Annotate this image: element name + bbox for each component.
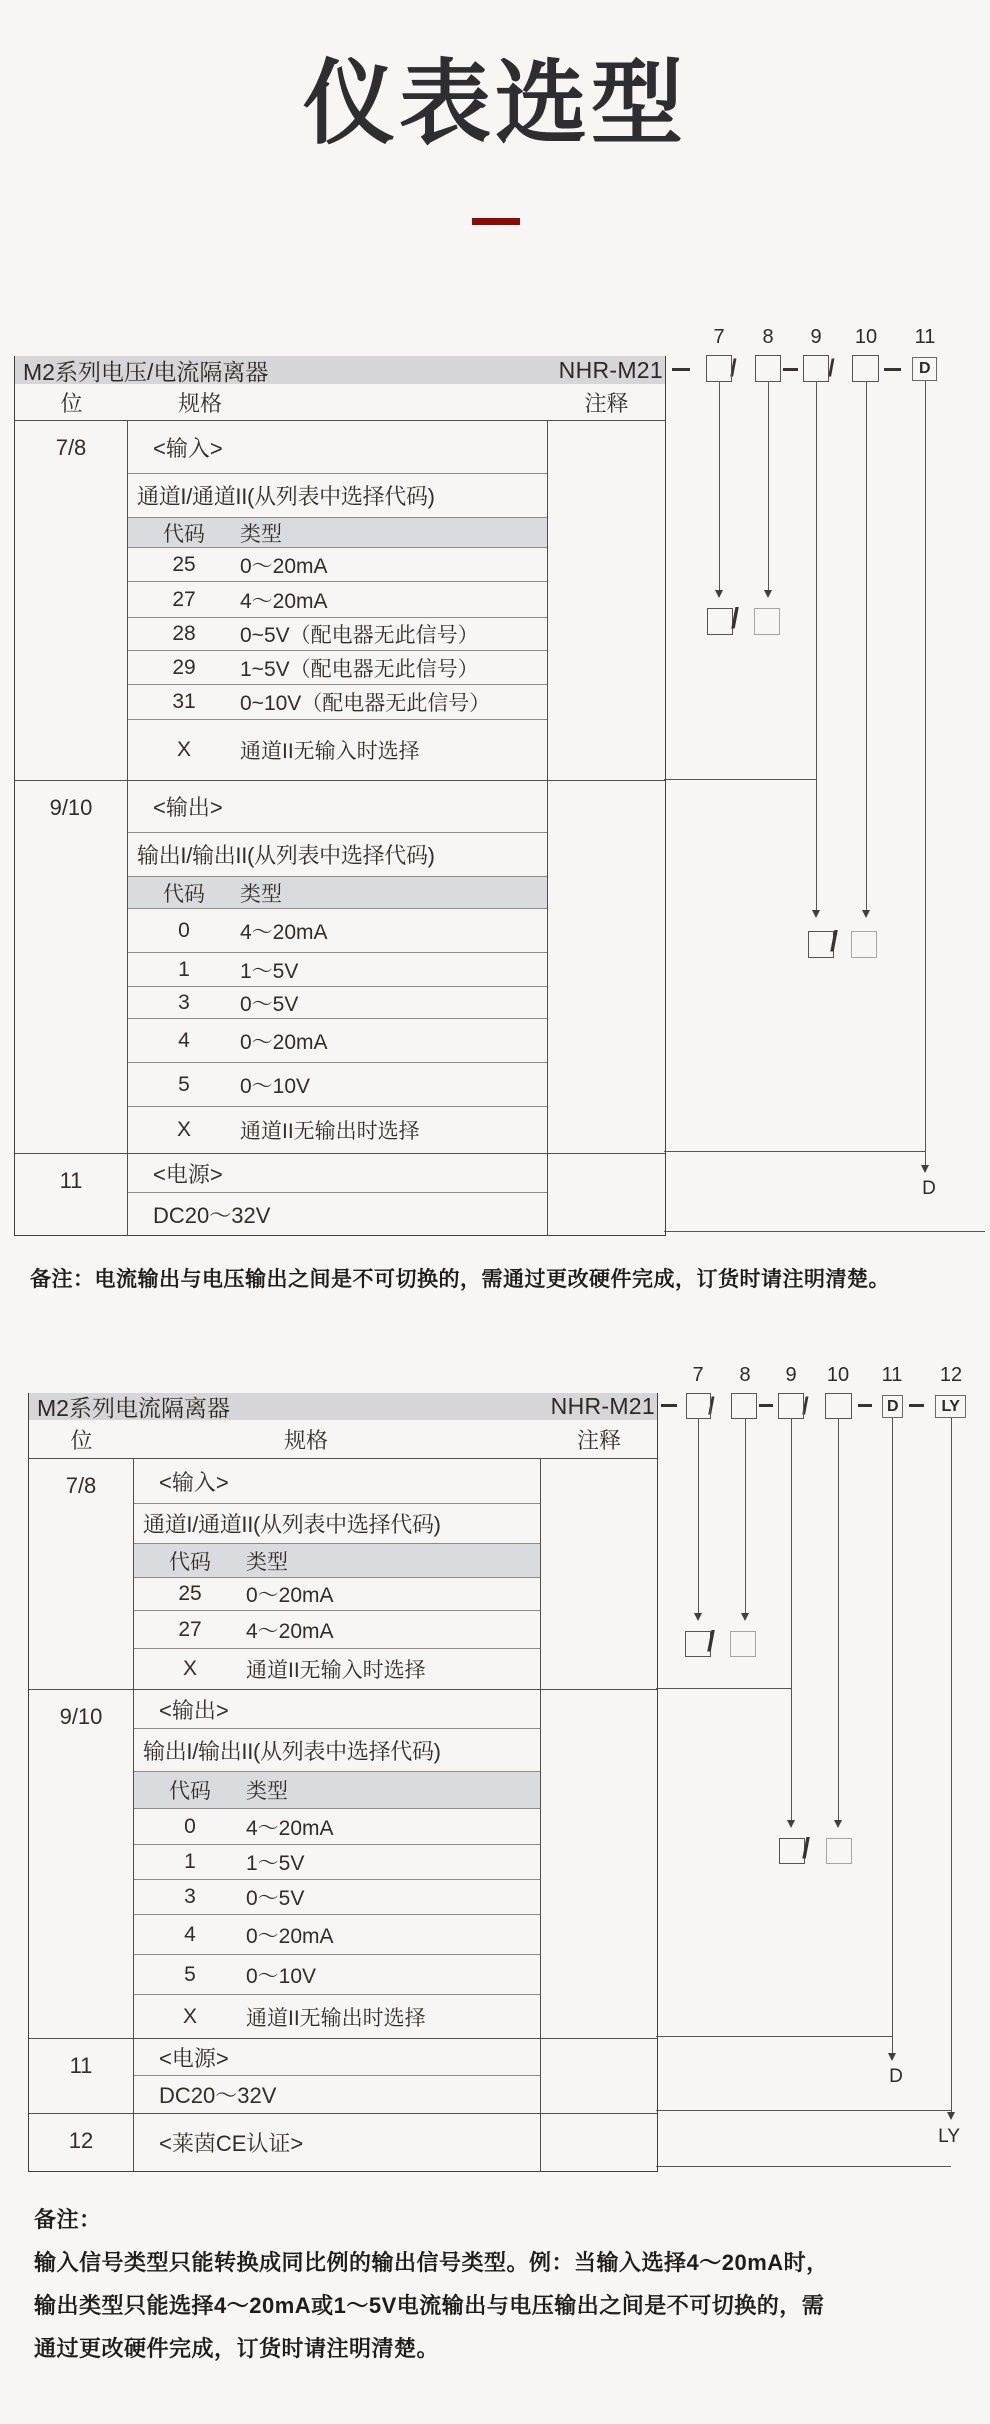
leader-line [951, 1418, 952, 2112]
slash-separator: / [828, 355, 835, 382]
leader-line [698, 1419, 699, 1613]
code-cell: 31 [172, 690, 196, 713]
pair-slash: / [707, 1626, 716, 1658]
spec-column [134, 1690, 541, 2038]
table-title: M2系列电压/电流隔离器 [23, 358, 269, 385]
position-cell: 7/8 [15, 421, 128, 780]
arrowhead-icon [921, 1165, 929, 1173]
table-title: M2系列电流隔离器 [37, 1395, 230, 1421]
spec-row [134, 1504, 540, 1544]
spec-row [134, 2076, 540, 2113]
col-header-spec: 规格 [284, 1427, 329, 1453]
dash-separator [783, 368, 798, 371]
type-cell: 4～20mA [246, 1619, 334, 1643]
remark-2-line: 输入信号类型只能转换成同比例的输出信号类型。例：当输入选择4～20mA时， [34, 2250, 829, 2275]
spec-text: DC20～32V [159, 2083, 277, 2108]
position-number: 8 [739, 1364, 751, 1386]
slash-separator: / [730, 355, 737, 382]
leader-line [892, 1418, 893, 2053]
position-number: 11 [881, 1364, 903, 1386]
table-header-row [15, 384, 665, 421]
code-cell: X [182, 1657, 197, 1680]
type-cell: 通道II无输入时选择 [246, 1659, 426, 1682]
page-title: 仪表选型 [302, 53, 687, 155]
col-header-note: 注释 [584, 390, 629, 416]
spec-row [128, 1063, 547, 1107]
type-cell: 1～5V [246, 1852, 305, 1875]
code-cell: 27 [172, 587, 196, 611]
spec-column [134, 1459, 541, 1689]
selection-table-voltage-current-isolator [14, 356, 666, 1236]
remark-2 [34, 2198, 829, 2370]
col-header-spec: 规格 [178, 390, 223, 416]
code-cell: X [182, 2004, 197, 2028]
note-cell [548, 781, 665, 1153]
type-cell: 通道II无输出时选择 [240, 1120, 420, 1143]
spec-text: <输入> [153, 435, 223, 461]
remark-1: 备注：电流输出与电压输出之间是不可切换的，需通过更改硬件完成，订货时请注明清楚。 [30, 1268, 890, 1291]
spec-row [134, 1915, 540, 1955]
spec-row [128, 618, 547, 651]
position-number: 10 [826, 1364, 850, 1386]
code-cell: 代码 [169, 1780, 211, 1803]
type-cell: 通道II无输出时选择 [246, 2006, 426, 2030]
code-cell: 25 [172, 552, 196, 576]
spec-column [134, 2039, 541, 2113]
table-section [15, 780, 665, 1153]
code-cell: 3 [184, 1885, 196, 1908]
code-box [706, 355, 732, 382]
spec-text: 通道I/通道II(从列表中选择代码) [143, 1512, 441, 1537]
spec-row [128, 909, 547, 953]
target-box [851, 931, 877, 958]
position-cell: 7/8 [29, 1459, 134, 1689]
code-cell: 0 [184, 1814, 196, 1838]
position-number: 9 [785, 1364, 797, 1386]
code-cell: 代码 [163, 522, 205, 546]
note-cell [541, 2039, 657, 2113]
spec-row [128, 474, 547, 518]
note-cell [548, 421, 665, 780]
remark-2-line: 输出类型只能选择4～20mA或1～5V电流输出与电压输出之间是不可切换的，需 [34, 2293, 825, 2318]
code-cell: 1 [184, 1850, 196, 1873]
type-cell: 0～5V [240, 992, 299, 1016]
position-cell: 12 [29, 2114, 134, 2171]
type-cell: 0～20mA [246, 1924, 334, 1948]
target-box [826, 1838, 852, 1864]
spec-row [128, 720, 547, 780]
position-number: 9 [810, 326, 822, 348]
position-number: 7 [692, 1364, 704, 1386]
spec-row [134, 1729, 540, 1772]
spec-row [134, 1611, 540, 1649]
code-cell: 29 [172, 655, 196, 679]
spec-row [128, 582, 547, 618]
arrowhead-icon [947, 2112, 955, 2120]
position-cell: 9/10 [29, 1690, 134, 2038]
position-number: 7 [713, 326, 725, 348]
code-cell: 4 [184, 1922, 196, 1946]
connector-line [656, 1688, 792, 1689]
spec-column [128, 421, 548, 780]
spec-row [128, 833, 547, 877]
type-cell: 通道II无输入时选择 [240, 740, 420, 763]
table-section [29, 2113, 657, 2171]
spec-row [128, 1019, 547, 1063]
connector-line [664, 1231, 985, 1232]
leader-line [791, 1419, 792, 1820]
spec-row [128, 1154, 547, 1193]
connector-line [664, 1151, 926, 1152]
code-cell: 代码 [169, 1550, 211, 1574]
spec-row [134, 1995, 540, 2038]
col-header-pos: 位 [70, 1427, 93, 1453]
title-underline-accent [472, 218, 520, 225]
pair-slash: / [802, 1833, 811, 1865]
spec-row [134, 1544, 540, 1578]
target-box [707, 608, 733, 635]
type-cell: 1～5V [240, 959, 299, 983]
table-title-bar [29, 1393, 657, 1420]
spec-row [128, 877, 547, 909]
spec-text: <输入> [159, 1469, 229, 1495]
spec-row [134, 1649, 540, 1689]
type-cell: 0～5V [246, 1887, 305, 1910]
spec-text: <电源> [159, 2045, 229, 2071]
type-cell: 类型 [246, 1550, 288, 1574]
spec-row [134, 1955, 540, 1995]
spec-row [134, 2039, 540, 2076]
code-cell: 3 [178, 990, 190, 1014]
arrowhead-icon [741, 1613, 749, 1621]
arrowhead-icon [812, 910, 820, 918]
type-cell: 0～10V [240, 1074, 311, 1098]
position-number: 11 [914, 326, 936, 348]
arrowhead-icon [862, 910, 870, 918]
spec-text: <莱茵CE认证> [159, 2131, 304, 2156]
model-number: NHR-M21 [558, 356, 663, 383]
pair-slash: / [830, 926, 839, 958]
dash-separator [858, 1404, 872, 1407]
d-label: D [889, 2066, 903, 2087]
note-cell [541, 1459, 657, 1689]
spec-text: 输出I/输出II(从列表中选择代码) [137, 843, 435, 868]
code-box [852, 355, 879, 382]
spec-row [128, 987, 547, 1019]
connector-line [656, 2110, 952, 2111]
position-number: 12 [939, 1364, 963, 1386]
spec-row [128, 651, 547, 685]
d-label: D [922, 1178, 936, 1199]
suffix-box: D [912, 357, 937, 381]
leader-line [838, 1419, 839, 1820]
type-cell: 0～20mA [240, 554, 328, 578]
leader-line [768, 382, 769, 590]
connector-line [656, 2166, 951, 2167]
type-cell: 类型 [240, 882, 282, 906]
type-cell: 0~10V（配电器无此信号） [240, 692, 491, 715]
code-cell: 5 [184, 1962, 196, 1986]
spec-row [128, 421, 547, 474]
leader-line [925, 381, 926, 1165]
spec-text: <电源> [153, 1161, 223, 1187]
dash-separator [759, 1404, 773, 1407]
spec-row [128, 1107, 547, 1153]
table-section [29, 1459, 657, 1689]
spec-text: 输出I/输出II(从列表中选择代码) [143, 1738, 441, 1764]
code-box [778, 1393, 804, 1419]
table-section [29, 1689, 657, 2038]
code-box [803, 355, 829, 382]
code-box [731, 1393, 757, 1419]
remark-2-line: 通过更改硬件完成，订货时请注明清楚。 [34, 2336, 440, 2361]
type-cell: 4～20mA [246, 1816, 334, 1840]
arrowhead-icon [888, 2053, 896, 2061]
col-header-note: 注释 [576, 1427, 621, 1453]
suffix-box: LY [935, 1395, 966, 1418]
position-cell: 11 [29, 2039, 134, 2113]
code-cell: 5 [178, 1072, 190, 1096]
col-header-pos: 位 [60, 390, 83, 416]
spec-row [128, 781, 547, 833]
leader-line [816, 382, 817, 910]
dash-separator [909, 1404, 924, 1407]
spec-row [128, 953, 547, 987]
ly-label: LY [938, 2126, 960, 2147]
table-section [15, 1153, 665, 1235]
code-cell: 25 [178, 1582, 202, 1605]
spec-row [128, 685, 547, 720]
note-cell [548, 1154, 665, 1235]
table-section [29, 2038, 657, 2113]
code-cell: 1 [178, 957, 190, 981]
spec-row [134, 1845, 540, 1880]
type-cell: 0～20mA [240, 1030, 328, 1054]
code-box [755, 355, 781, 382]
code-cell: 0 [178, 918, 190, 942]
type-cell: 类型 [240, 522, 282, 546]
target-box [730, 1631, 756, 1657]
arrowhead-icon [715, 590, 723, 598]
position-number: 8 [762, 326, 774, 348]
leader-line [719, 382, 720, 590]
dash-separator [661, 1404, 677, 1407]
spec-column [128, 1154, 548, 1235]
leader-line [745, 1419, 746, 1613]
code-cell: X [176, 1118, 191, 1141]
position-cell: 11 [15, 1154, 128, 1235]
position-cell: 9/10 [15, 781, 128, 1153]
spec-column [128, 781, 548, 1153]
slash-separator: / [802, 1393, 809, 1420]
code-cell: 28 [172, 622, 196, 645]
connector-line [664, 779, 817, 780]
arrowhead-icon [694, 1613, 702, 1621]
spec-row [128, 548, 547, 582]
code-box [686, 1393, 711, 1419]
spec-text: <输出> [153, 795, 223, 820]
spec-text: 通道I/通道II(从列表中选择代码) [137, 484, 435, 509]
note-cell [541, 1690, 657, 2038]
code-cell: 代码 [163, 882, 205, 906]
code-cell: 4 [178, 1028, 190, 1052]
type-cell: 4～20mA [240, 589, 328, 613]
spec-row [134, 1690, 540, 1729]
spec-row [134, 1772, 540, 1809]
spec-text: DC20～32V [153, 1202, 271, 1228]
spec-column [134, 2114, 541, 2171]
spec-row [128, 518, 547, 548]
table-header-row [29, 1420, 657, 1459]
spec-row [134, 1809, 540, 1845]
spec-text: <输出> [159, 1697, 229, 1723]
model-number: NHR-M21 [550, 1393, 655, 1419]
slash-separator: / [708, 1393, 715, 1420]
spec-row [134, 2114, 540, 2171]
dash-separator [672, 368, 690, 371]
table-title-bar [15, 356, 665, 384]
arrowhead-icon [787, 1820, 795, 1828]
note-cell [541, 2114, 657, 2171]
leader-line [866, 382, 867, 910]
connector-line [656, 2036, 893, 2037]
spec-row [134, 1578, 540, 1611]
table-section [15, 421, 665, 780]
type-cell: 类型 [246, 1780, 288, 1803]
spec-row [128, 1193, 547, 1235]
type-cell: 4～20mA [240, 920, 328, 944]
arrowhead-icon [764, 590, 772, 598]
type-cell: 0~5V（配电器无此信号） [240, 624, 479, 647]
target-box [754, 608, 780, 635]
pair-slash: / [731, 603, 740, 635]
code-cell: 27 [178, 1617, 202, 1641]
spec-row [134, 1459, 540, 1504]
position-number: 10 [854, 326, 878, 348]
type-cell: 0～10V [246, 1964, 317, 1988]
type-cell: 1~5V（配电器无此信号） [240, 657, 479, 681]
arrowhead-icon [834, 1820, 842, 1828]
code-box [825, 1393, 852, 1419]
code-cell: X [176, 738, 191, 761]
remark-2-heading: 备注： [34, 2207, 102, 2232]
dash-separator [884, 368, 901, 371]
type-cell: 0～20mA [246, 1584, 334, 1607]
selection-table-current-isolator [28, 1393, 658, 2172]
suffix-box: D [882, 1395, 903, 1418]
spec-row [134, 1880, 540, 1915]
